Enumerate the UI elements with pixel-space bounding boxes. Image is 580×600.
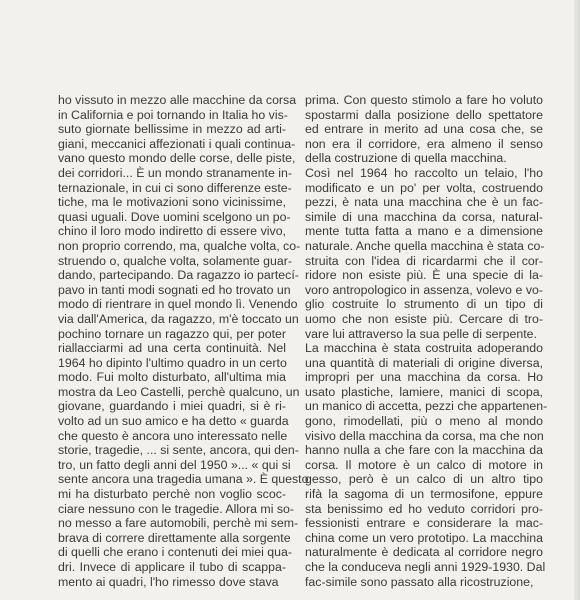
text-line: gesso, però è un calco di un altro tipo (305, 472, 543, 487)
text-line: gono, rimodellati, più o meno al mondo (305, 414, 543, 429)
text-line: struendo o, qualche volta, solamente guar- (58, 253, 292, 268)
text-line: della costruzione di quella macchina. (305, 151, 507, 166)
text-line: hanno nulla a che fare con la macchina da (305, 443, 543, 458)
text-line: pezzi, è nata una macchina che è un fac- (305, 195, 543, 210)
text-line: naturale. Anche quella macchina è stata co- (305, 238, 545, 253)
text-line: ciare nessuno con le tragedie. Allora mi so- (58, 501, 295, 516)
text-line: che questo è ancora uno interessato nelle (58, 428, 288, 443)
text-line: rifà la sagoma di un termosifone, eppure (305, 487, 543, 502)
text-line: mento ai quadri, l'ho rimesso dove stava (58, 574, 279, 589)
text-line: sente ancora una tragedia umana ». È questo (58, 472, 309, 487)
text-line: che la conduceva negli anni 1929-1930. Dal (305, 560, 546, 574)
text-line: voro antropologico in assenza, volevo e vo- (305, 282, 543, 297)
text-line: modo di rientrare in quel mondo lì. Venendo (58, 297, 298, 312)
text-line: china come un vero prototipo. La macchina (305, 530, 543, 545)
text-line: chino il loro modo indiretto di essere vivo, (58, 224, 286, 239)
text-line: giani, meccanici affezionati i quali continua- (58, 136, 296, 151)
text-line: impropri per una macchina da corsa. Ho (305, 370, 543, 385)
text-line: non proprio correndo, ma, qualche volta, co- (58, 238, 301, 253)
text-line: Così nel 1964 ho raccolto un telaio, l'ho (305, 165, 543, 180)
text-line: sta benissimo ed ho veduto corridori pro- (305, 501, 543, 516)
text-line: riallacciarmi ad una certa continuità. Nel (58, 341, 286, 356)
text-line: ridore non esiste più. È una specie di la- (305, 268, 543, 283)
text-line: fac-simile sono passato alla ricostruzione, (305, 574, 534, 589)
text-line: brava di correre direttamente alla sorgente (58, 530, 291, 545)
text-line: quasi uguali. Dove uomini scelgono un po- (58, 209, 291, 224)
text-column-right (305, 93, 548, 589)
text-line: pavo in tanti modi sognati ed ho trovato un (58, 282, 291, 297)
text-line: mente tutta fatta a mano e a dimensione (305, 224, 543, 239)
text-line: glio costruite lo strumento di un tipo di (305, 297, 543, 312)
text-line: modificato e un po' per volta, costruendo (305, 180, 543, 195)
text-line: suto giornate bellissime in mezzo ad arti- (58, 122, 286, 137)
text-line: usato plastiche, lamiere, manici di scopa, (305, 384, 543, 399)
text-line: La macchina è stata costruita adoperando (305, 341, 543, 356)
page-edge-shadow (574, 0, 580, 600)
text-line: struita con l'idea di ricardarmi che il cor- (305, 253, 543, 268)
text-line: ed entrare in merito ad una cosa che, se (305, 122, 543, 137)
text-line: giovane, guardando i miei quadri, si è ri- (58, 399, 286, 414)
text-line: pochino tornare un ragazzo qui, per poter (58, 326, 286, 341)
text-line: di quelli che erano i contenuti dei miei qua- (58, 545, 292, 560)
text-line: dri. Invece di applicare il tubo di scappa- (58, 560, 286, 574)
text-line: ternazionale, in cui ci sono differenze este- (58, 180, 292, 195)
text-line: dando, partecipando. Da ragazzo io partecí- (58, 268, 299, 283)
text-line: via dall'America, da ragazzo, m'è toccato un (58, 311, 299, 326)
text-line: non era il corridore, era almeno il senso (305, 136, 543, 151)
text-line: volto ad un suo amico e ha detto « guarda (58, 414, 289, 429)
text-line: prima. Con questo stimolo a fare ho voluto (305, 93, 543, 107)
text-line: dei corridori... È un mondo stranamente in- (58, 165, 292, 180)
text-line: no messo a fare automobili, perchè mi sem- (58, 516, 299, 531)
text-line: un manico di accetta, pezzi che appartenen- (305, 399, 548, 414)
text-line: tro, un fatto degli anni del 1950 »... « qui si (58, 457, 291, 472)
text-line: tiche, ma le motivazioni sono vicinissime, (58, 195, 286, 210)
text-line: uomo che non esiste più. Cercare di tro- (305, 311, 543, 326)
text-line: storie, tragedie, ... si sente, ancora, qui den- (58, 443, 299, 458)
text-line: fessionisti entrare e considerare la mac- (305, 516, 543, 531)
text-line: mostra da Leo Castelli, perchè qualcuno, un (58, 384, 300, 399)
text-line: vano questo mondo delle corse, delle piste, (58, 151, 296, 166)
text-line: naturalmente è dedicata al corridore negro (305, 545, 543, 560)
text-column-left (58, 93, 309, 589)
text-line: 1964 ho dipinto l'ultimo quadro in un certo (58, 355, 287, 370)
text-line: modo. Fui molto disturbato, all'ultima mia (58, 370, 286, 385)
text-line: vare lui attraverso la sua pelle di serpente. (305, 326, 537, 341)
text-line: visivo della macchina da corsa, ma che non (305, 428, 544, 443)
text-line: mi ha disturbato perchè non voglio scoc- (58, 487, 286, 502)
text-line: corsa. Il motore è un calco di motore in (305, 457, 543, 472)
text-line: spostarmi dalla posizione dello spettatore (305, 107, 543, 122)
text-line: in California e poi tornando in Italia ho vis- (58, 107, 288, 122)
text-line: ho vissuto in mezzo alle macchine da corsa (58, 93, 297, 107)
text-line: simile di una macchina da corsa, natural- (305, 209, 543, 224)
text-line: una quantità di materiali di origine diversa, (305, 355, 543, 370)
